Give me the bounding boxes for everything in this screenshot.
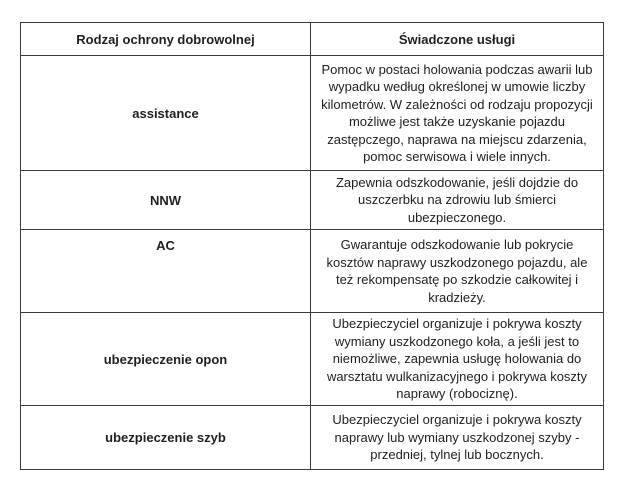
table-row bbox=[21, 230, 604, 313]
header-row bbox=[21, 23, 604, 56]
table-row bbox=[21, 313, 604, 406]
header-services: Świadczone usługi bbox=[311, 23, 604, 56]
services-cell: Zapewnia odszkodowanie, jeśli dojdzie do uszczerbku na zdrowiu lub śmierci ubezpieczonego. bbox=[311, 171, 604, 230]
table-row bbox=[21, 56, 604, 171]
table-row bbox=[21, 406, 604, 470]
coverage-type-cell: assistance bbox=[21, 56, 311, 171]
coverage-type-cell: AC bbox=[21, 230, 311, 313]
coverage-type-cell: ubezpieczenie szyb bbox=[21, 406, 311, 470]
services-cell: Gwarantuje odszkodowanie lub pokrycie kosztów naprawy uszkodzonego pojazdu, ale też rekompensatę po szkodzie całkowitej i kradzieży. bbox=[311, 230, 604, 313]
table-row bbox=[21, 171, 604, 230]
services-cell: Pomoc w postaci holowania podczas awarii lub wypadku według określonej w umowie liczby kilometrów. W zależności od rodzaju propozycji możliwe jest także uzyskanie pojazdu zastępczego, naprawa na miejscu zdarzenia, pomoc serwisowa i wiele innych. bbox=[311, 56, 604, 171]
services-cell: Ubezpieczyciel organizuje i pokrywa koszty naprawy lub wymiany uszkodzonej szyby - przedniej, tylnej lub bocznych. bbox=[311, 406, 604, 470]
services-cell: Ubezpieczyciel organizuje i pokrywa koszty wymiany uszkodzonego koła, a jeśli jest to niemożliwe, zapewnia usługę holowania do warsztatu wulkanizacyjnego i pokrywa koszty naprawy (robociznę). bbox=[311, 313, 604, 406]
coverage-type-cell: ubezpieczenie opon bbox=[21, 313, 311, 406]
coverage-table bbox=[20, 22, 604, 470]
coverage-type-cell: NNW bbox=[21, 171, 311, 230]
header-coverage-type: Rodzaj ochrony dobrowolnej bbox=[21, 23, 311, 56]
